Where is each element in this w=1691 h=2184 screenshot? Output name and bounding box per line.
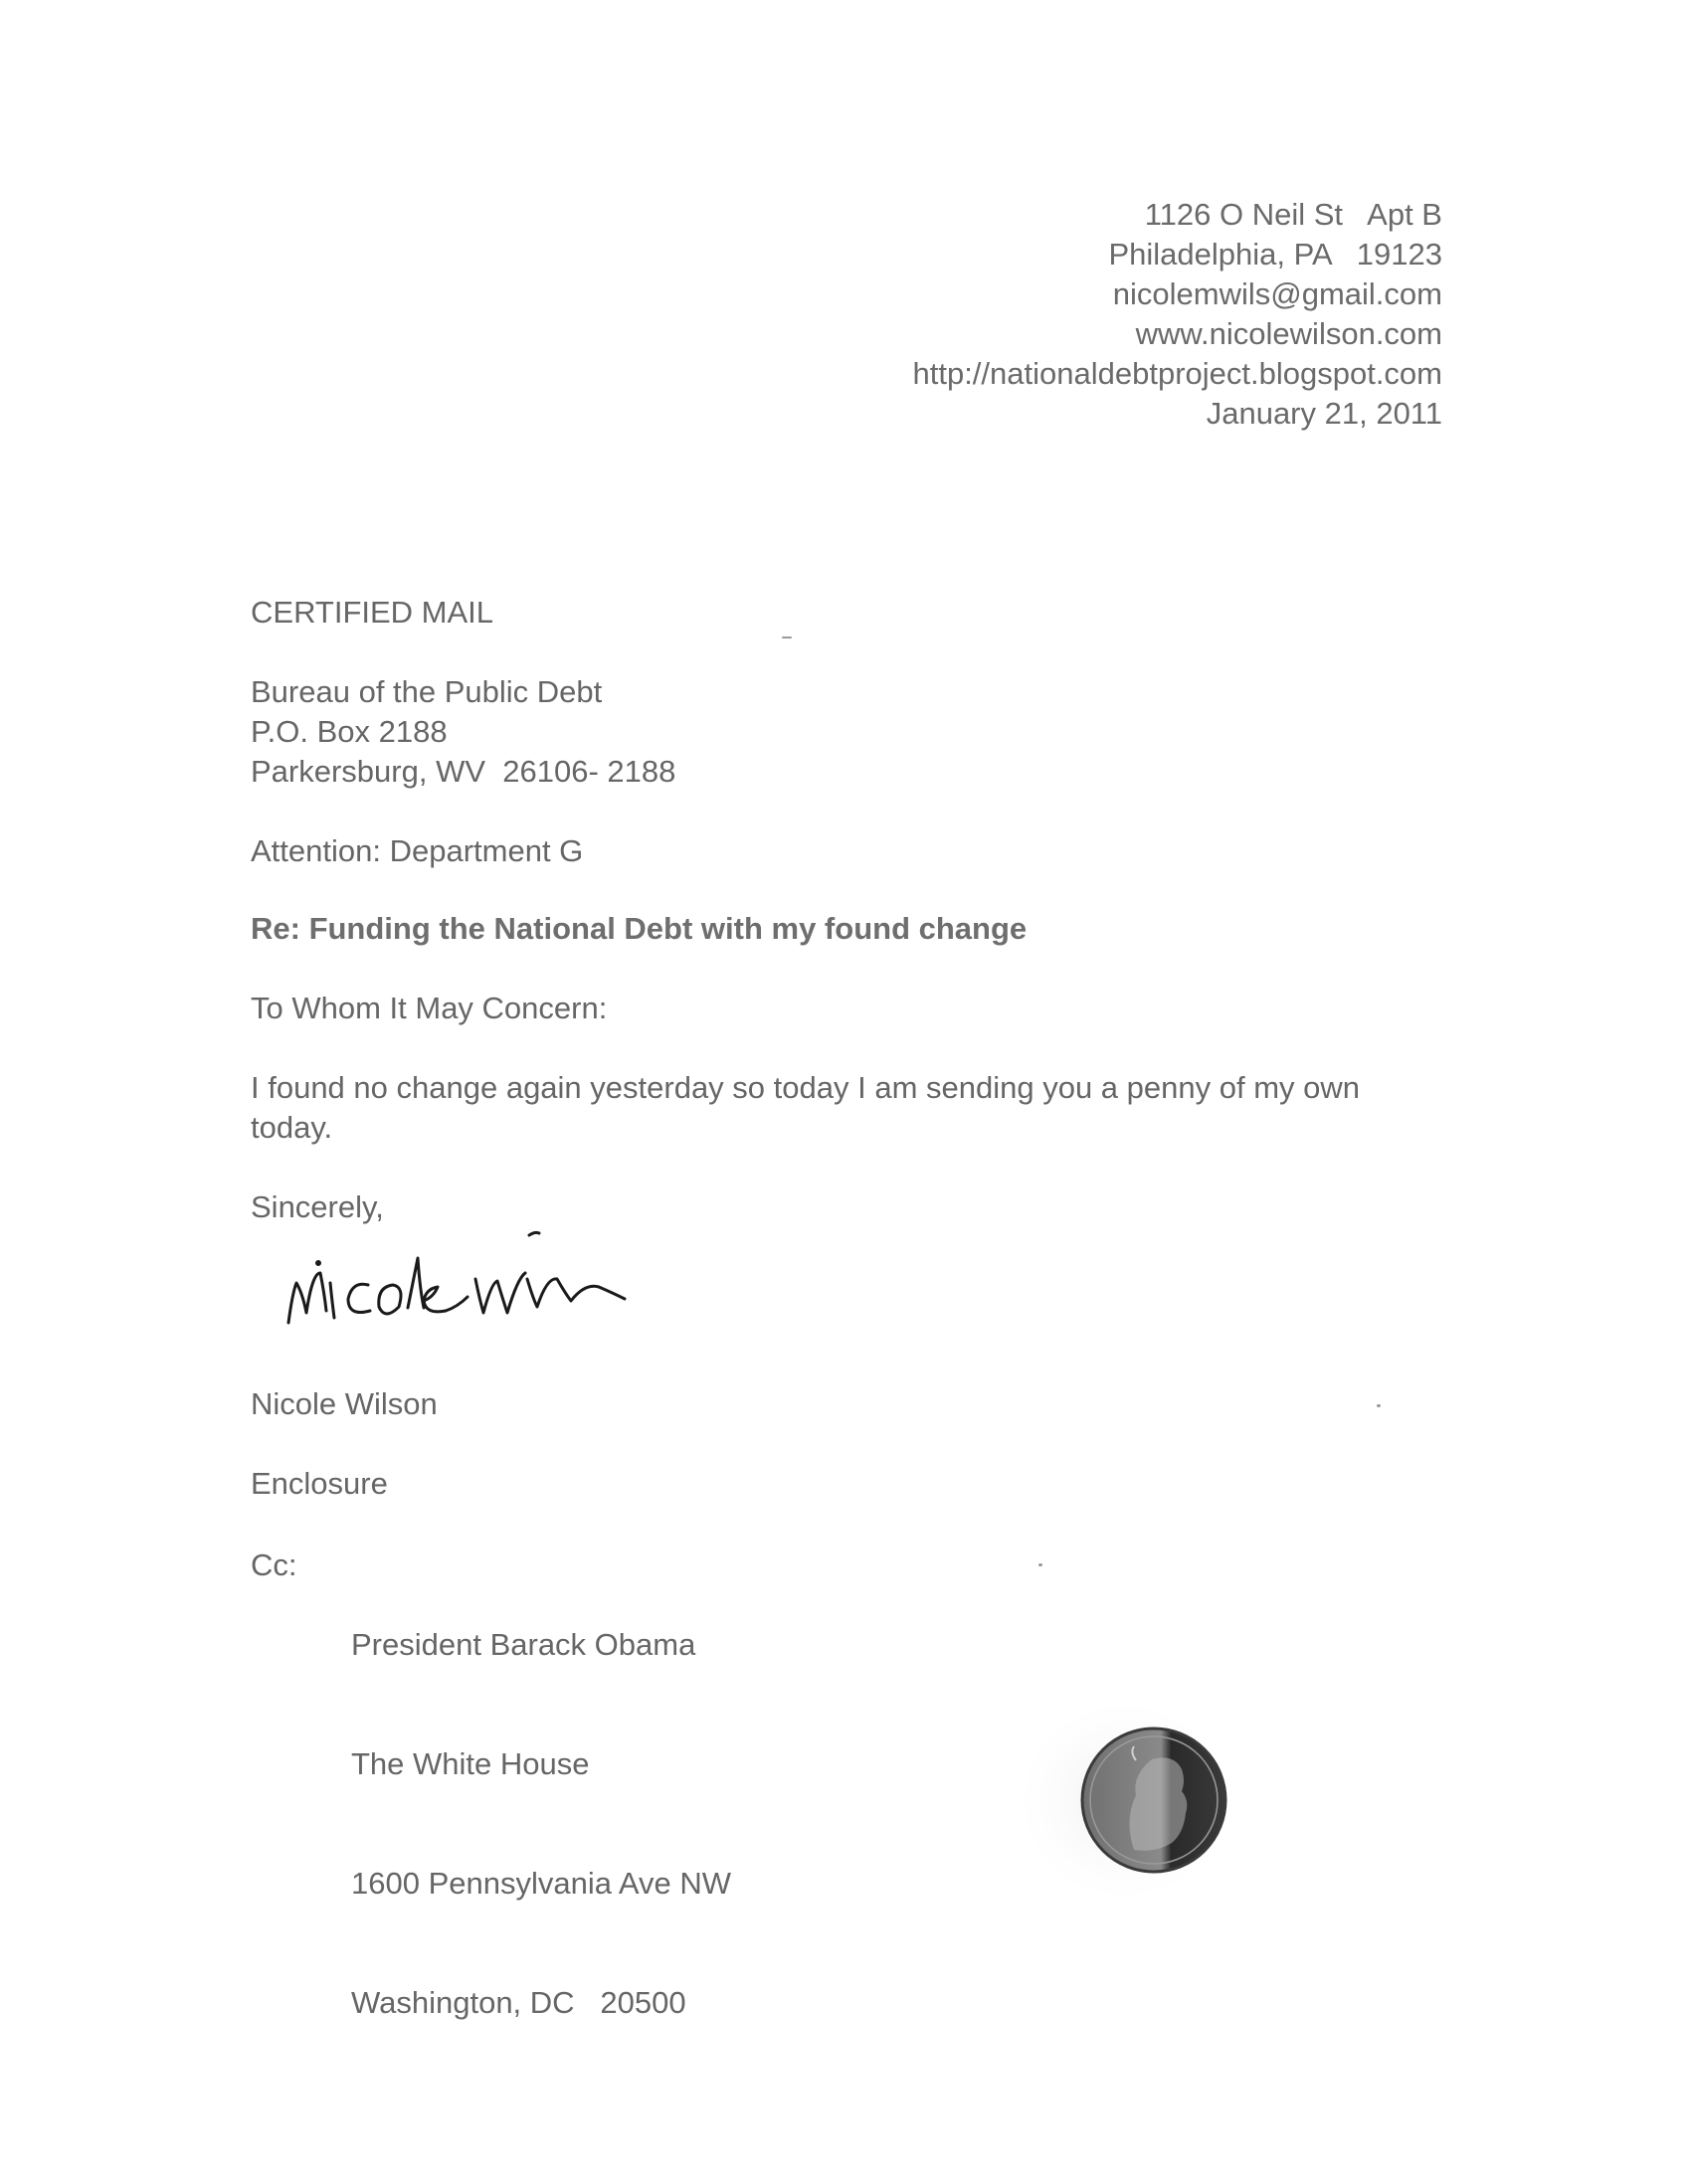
sender-address-block (912, 195, 1442, 434)
scan-speck (1038, 1563, 1042, 1566)
sender-blog: http://nationaldebtproject.blogspot.com (912, 356, 1442, 391)
enclosure-note: Enclosure (251, 1466, 388, 1501)
recipient-box: P.O. Box 2188 (251, 714, 448, 749)
mail-type: CERTIFIED MAIL (251, 595, 494, 630)
sender-website: www.nicolewilson.com (1135, 316, 1442, 351)
salutation: To Whom It May Concern: (251, 991, 608, 1025)
letter-body: I found no change again yesterday so today I am sending you a penny of my own today. (251, 1070, 1361, 1145)
closing: Sincerely, (251, 1189, 384, 1224)
recipient-name: Bureau of the Public Debt (251, 674, 603, 709)
scan-speck (782, 637, 792, 638)
handwritten-signature (279, 1223, 716, 1343)
sender-email: nicolemwils@gmail.com (1112, 276, 1442, 311)
cc-city: Washington, DC 20500 (351, 1985, 686, 2020)
subject-line: Re: Funding the National Debt with my found change (251, 911, 1028, 946)
cc-name: President Barack Obama (351, 1627, 696, 1662)
sender-street: 1126 O Neil St Apt B (1144, 197, 1442, 232)
cc-street: 1600 Pennsylvania Ave NW (351, 1866, 731, 1901)
sender-city: Philadelphia, PA 19123 (1108, 237, 1442, 272)
cc-label: Cc: (251, 1547, 297, 1582)
letter-date: January 21, 2011 (1206, 396, 1442, 431)
recipient-city: Parkersburg, WV 26106- 2188 (251, 754, 676, 789)
attention-line: Attention: Department G (251, 833, 584, 868)
signer-name: Nicole Wilson (251, 1386, 438, 1421)
scan-speck (1377, 1404, 1381, 1407)
cc-org: The White House (351, 1746, 590, 1781)
cc-block (351, 1546, 731, 2102)
penny-coin-image (1025, 1691, 1263, 1910)
